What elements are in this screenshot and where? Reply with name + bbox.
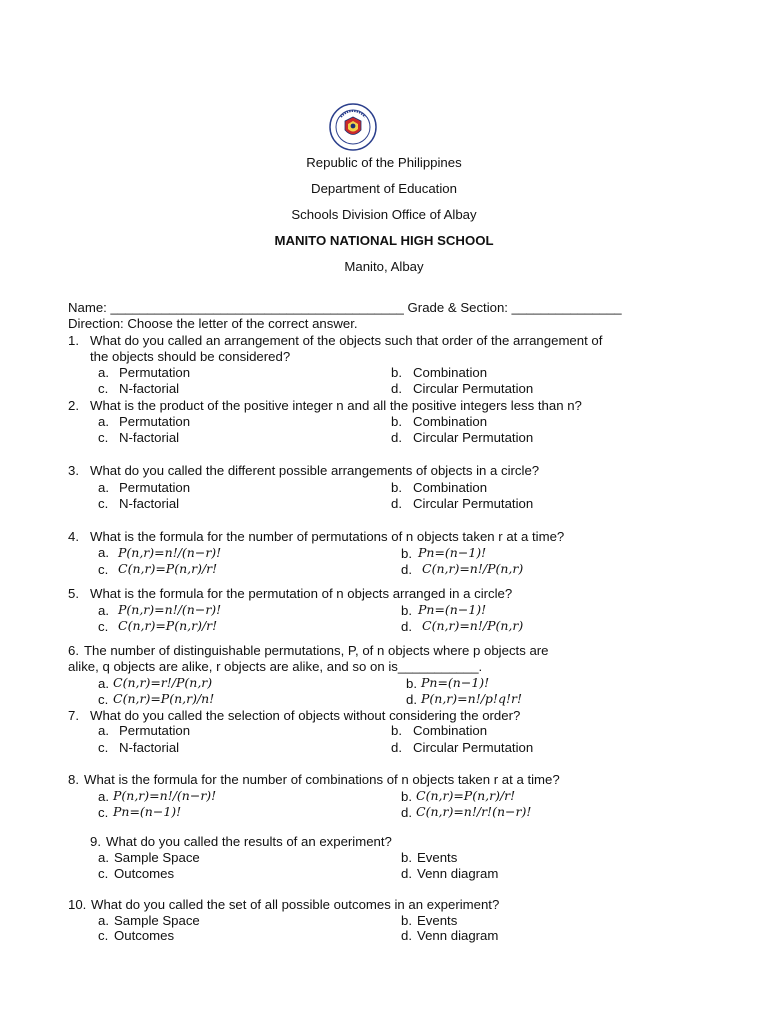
question-text: What do you called an arrangement of the objects such that order of the arrangement of: [90, 333, 603, 348]
option-letter: d.: [401, 928, 412, 943]
option-text[interactable]: N-factorial: [119, 381, 180, 396]
option-text[interactable]: Sample Space: [114, 913, 200, 928]
option-text[interactable]: Circular Permutation: [413, 740, 534, 755]
option-letter: c.: [98, 381, 109, 396]
question-text: What do you called the different possible arrangements of objects in a circle?: [90, 463, 540, 478]
option-letter: d.: [401, 562, 412, 577]
option-letter: b.: [401, 603, 412, 618]
direction-text: Direction: Choose the letter of the correct answer.: [68, 316, 358, 331]
question-text-continued: the objects should be considered?: [90, 349, 291, 364]
option-letter: d.: [391, 381, 402, 396]
question-number: 10.: [68, 897, 87, 912]
question-number: 4.: [68, 529, 79, 544]
option-formula[interactable]: P(n,r)=n!/p!q!r!: [421, 691, 522, 706]
option-text[interactable]: Combination: [413, 414, 488, 429]
option-text[interactable]: Venn diagram: [417, 928, 499, 943]
option-letter: a.: [98, 365, 109, 380]
option-formula[interactable]: P(n,r)=n!/(n−r)!: [118, 545, 222, 560]
question-number: 6.: [68, 643, 79, 658]
option-letter: b.: [401, 546, 412, 561]
question-text: What do you called the set of all possible outcomes in an experiment?: [91, 897, 500, 912]
school-name: MANITO NATIONAL HIGH SCHOOL: [274, 233, 494, 248]
header-department: Department of Education: [311, 181, 457, 196]
option-letter: c.: [98, 430, 109, 445]
option-letter: a.: [98, 545, 109, 560]
option-letter: d.: [401, 805, 412, 820]
option-formula[interactable]: Pn=(n−1)!: [421, 675, 490, 690]
school-location: Manito, Albay: [344, 259, 424, 274]
option-formula[interactable]: Pn=(n−1)!: [418, 602, 487, 617]
option-letter: a.: [98, 603, 109, 618]
question-number: 2.: [68, 398, 79, 413]
header-republic: Republic of the Philippines: [306, 155, 462, 170]
option-text[interactable]: Permutation: [119, 414, 191, 429]
option-text[interactable]: Combination: [413, 723, 488, 738]
option-text[interactable]: Sample Space: [114, 850, 200, 865]
option-text[interactable]: Combination: [413, 480, 488, 495]
option-letter: c.: [98, 496, 109, 511]
option-letter: b.: [391, 414, 402, 429]
option-text[interactable]: Outcomes: [114, 866, 175, 881]
option-letter: c.: [98, 805, 109, 820]
option-letter: d.: [406, 692, 417, 707]
option-letter: b.: [401, 913, 412, 928]
option-text[interactable]: Circular Permutation: [413, 430, 534, 445]
option-letter: b.: [401, 850, 412, 865]
option-formula[interactable]: P(n,r)=n!/(n−r)!: [113, 788, 217, 803]
question-number: 9.: [90, 834, 101, 849]
option-text[interactable]: Permutation: [119, 480, 191, 495]
option-text[interactable]: Events: [417, 850, 458, 865]
question-number: 3.: [68, 463, 79, 478]
option-formula[interactable]: Pn=(n−1)!: [418, 545, 487, 560]
option-letter: d.: [391, 740, 402, 755]
option-letter: b.: [391, 723, 402, 738]
question-number: 8.: [68, 772, 79, 787]
option-formula[interactable]: C(n,r)=P(n,r)/n!: [113, 691, 215, 706]
question-number: 1.: [68, 333, 79, 348]
option-letter: a.: [98, 850, 109, 865]
option-letter: a.: [98, 789, 109, 804]
option-text[interactable]: Permutation: [119, 723, 191, 738]
option-letter: d.: [401, 866, 412, 881]
option-letter: d.: [391, 430, 402, 445]
question-text: What is the formula for the number of combinations of n objects taken r at a time?: [84, 772, 560, 787]
option-letter: c.: [98, 740, 109, 755]
option-letter: b.: [401, 789, 412, 804]
option-text[interactable]: Circular Permutation: [413, 496, 534, 511]
option-letter: b.: [391, 480, 402, 495]
deped-seal-icon: [329, 103, 377, 151]
question-text-continued: alike, q objects are alike, r objects are alike, and so on is___________.: [68, 659, 483, 674]
option-formula[interactable]: C(n,r)=P(n,r)/r!: [118, 618, 218, 633]
name-grade-section-line[interactable]: Name: ________________________________________ Grade & Section: _______________: [68, 300, 622, 315]
option-text[interactable]: N-factorial: [119, 430, 180, 445]
option-formula[interactable]: C(n,r)=P(n,r)/r!: [416, 788, 516, 803]
option-formula[interactable]: C(n,r)=n!/r!(n−r)!: [416, 804, 532, 819]
option-letter: a.: [98, 723, 109, 738]
option-letter: a.: [98, 414, 109, 429]
option-text[interactable]: Combination: [413, 365, 488, 380]
option-formula[interactable]: C(n,r)=r!/P(n,r): [113, 675, 213, 690]
question-text: The number of distinguishable permutations, P, of n objects where p objects are: [84, 643, 549, 658]
option-formula[interactable]: Pn=(n−1)!: [113, 804, 182, 819]
option-formula[interactable]: P(n,r)=n!/(n−r)!: [118, 602, 222, 617]
option-formula[interactable]: C(n,r)=n!/P(n,r): [422, 618, 524, 633]
option-text[interactable]: Venn diagram: [417, 866, 499, 881]
option-text[interactable]: N-factorial: [119, 740, 180, 755]
question-number: 5.: [68, 586, 79, 601]
option-text[interactable]: N-factorial: [119, 496, 180, 511]
question-text: What is the formula for the number of permutations of n objects taken r at a time?: [90, 529, 565, 544]
option-letter: a.: [98, 480, 109, 495]
option-formula[interactable]: C(n,r)=P(n,r)/r!: [118, 561, 218, 576]
question-text: What is the product of the positive integer n and all the positive integers less than n?: [90, 398, 582, 413]
option-letter: a.: [98, 913, 109, 928]
option-letter: d.: [401, 619, 412, 634]
question-number: 7.: [68, 708, 79, 723]
option-letter: c.: [98, 562, 109, 577]
question-text: What is the formula for the permutation of n objects arranged in a circle?: [90, 586, 513, 601]
option-letter: b.: [391, 365, 402, 380]
option-letter: c.: [98, 619, 109, 634]
option-text[interactable]: Events: [417, 913, 458, 928]
option-text[interactable]: Permutation: [119, 365, 191, 380]
question-text: What do you called the selection of objects without considering the order?: [90, 708, 521, 723]
option-formula[interactable]: C(n,r)=n!/P(n,r): [422, 561, 524, 576]
option-letter: a.: [98, 676, 109, 691]
header-division: Schools Division Office of Albay: [291, 207, 477, 222]
option-letter: b.: [406, 676, 417, 691]
option-letter: c.: [98, 866, 109, 881]
option-text[interactable]: Outcomes: [114, 928, 175, 943]
option-letter: c.: [98, 692, 109, 707]
question-text: What do you called the results of an experiment?: [106, 834, 392, 849]
option-letter: c.: [98, 928, 109, 943]
option-letter: d.: [391, 496, 402, 511]
option-text[interactable]: Circular Permutation: [413, 381, 534, 396]
